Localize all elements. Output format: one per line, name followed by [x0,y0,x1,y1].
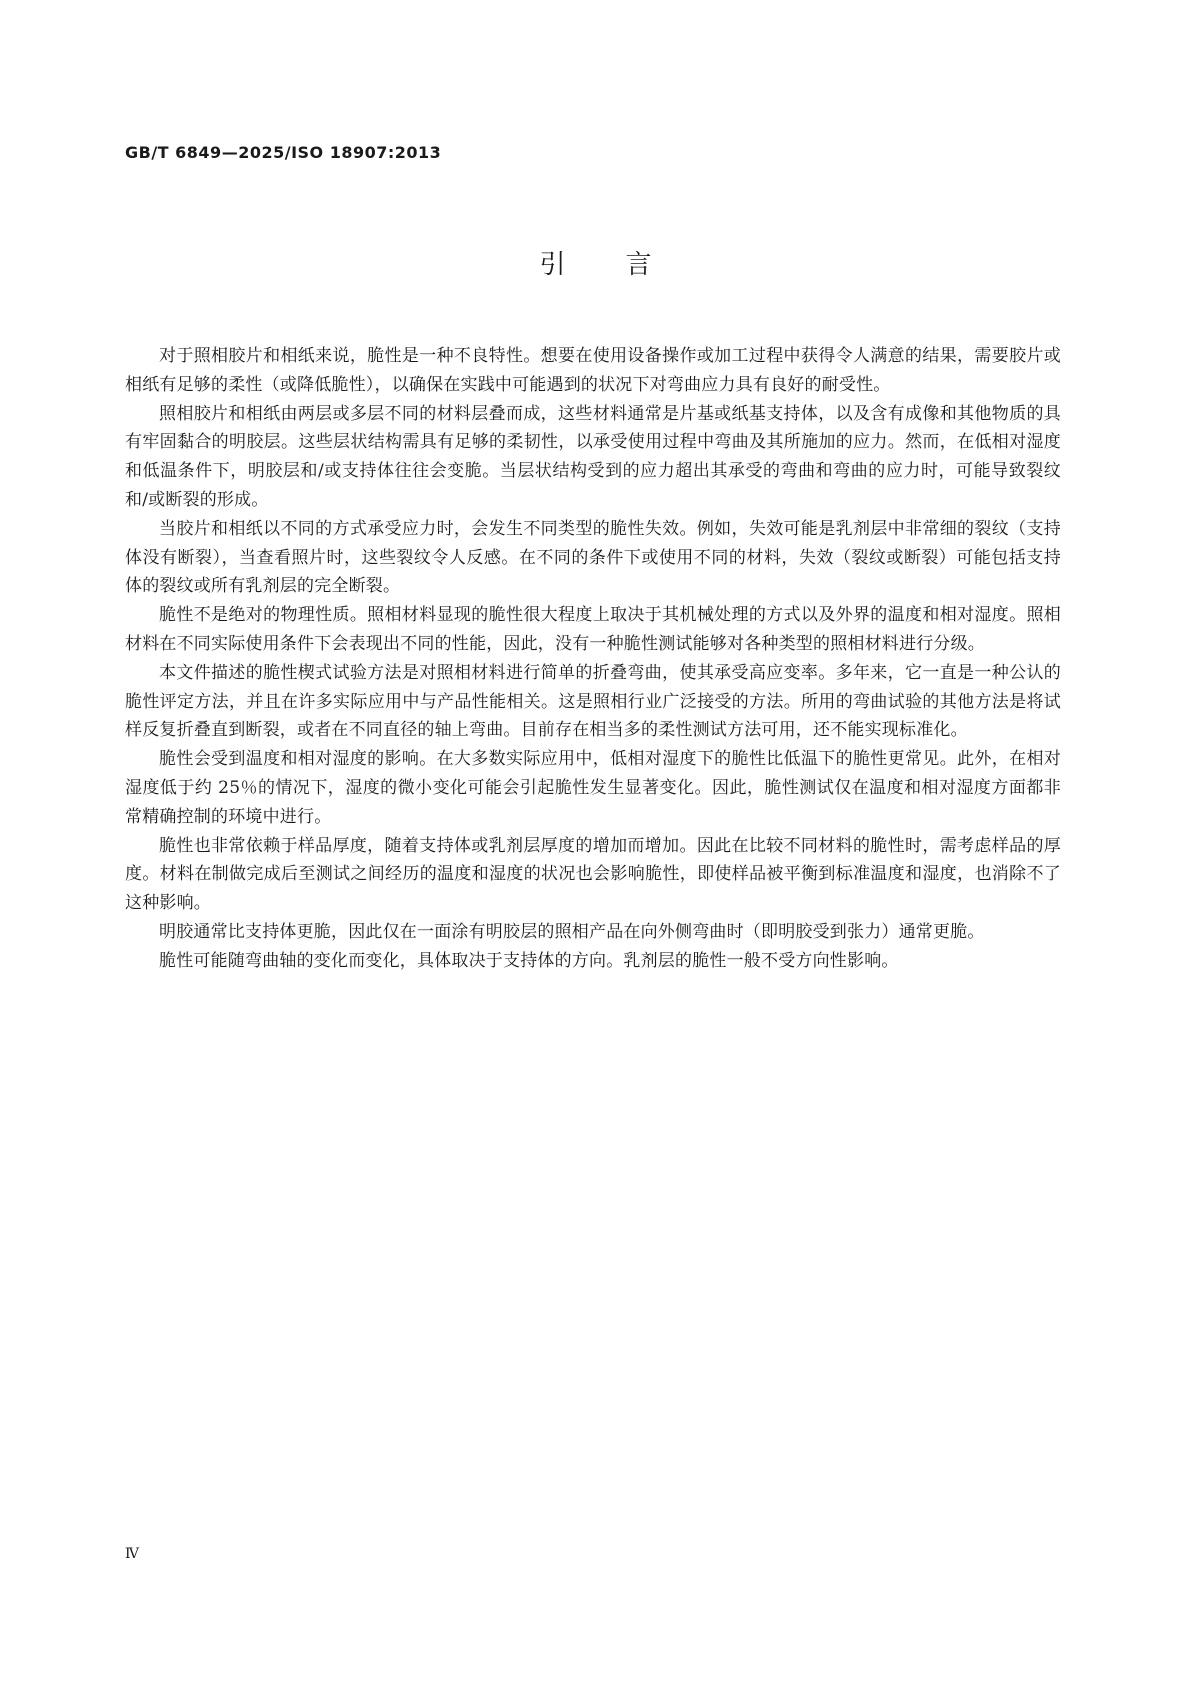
paragraph: 脆性会受到温度和相对湿度的影响。在大多数实际应用中，低相对湿度下的脆性比低温下的脆性更常见。此外，在相对湿度低于约 25％的情况下，湿度的微小变化可能会引起脆性发生显著变化。因此，脆性测试仅在温度和相对湿度方面都非常精确控制的环境中进行。 [125,749,1061,827]
paragraph: 脆性可能随弯曲轴的变化而变化，具体取决于支持体的方向。乳剂层的脆性一般不受方向性影响。 [159,950,899,971]
paragraph: 本文件描述的脆性楔式试验方法是对照相材料进行简单的折叠弯曲，使其承受高应变率。多年来，它一直是一种公认的脆性评定方法，并且在许多实际应用中与产品性能相关。这是照相行业广泛接受的方法。所用的弯曲试验的其他方法是将试样反复折叠直到断裂，或者在不同直径的轴上弯曲。目前存在相当多的柔性测试方法可用，还不能实现标准化。 [125,662,1061,741]
document-code: GB/T 6849—2025/ISO 18907:2013 [125,143,442,162]
paragraph: 脆性不是绝对的物理性质。照相材料显现的脆性很大程度上取决于其机械处理的方式以及外界的温度和相对湿度。照相材料在不同实际使用条件下会表现出不同的性能，因此，没有一种脆性测试能够对各种类型的照相材料进行分级。 [125,605,1061,654]
section-title: 引言 [539,250,712,280]
page-number: Ⅳ [125,1546,139,1562]
paragraph: 明胶通常比支持体更脆，因此仅在一面涂有明胶层的照相产品在向外侧弯曲时（即明胶受到张力）通常更脆。 [159,921,985,942]
paragraph: 脆性也非常依赖于样品厚度，随着支持体或乳剂层厚度的增加而增加。因此在比较不同材料的脆性时，需考虑样品的厚度。材料在制做完成后至测试之间经历的温度和湿度的状况也会影响脆性，即使样品被平衡到标准温度和湿度，也消除不了这种影响。 [125,835,1061,914]
paragraph: 对于照相胶片和相纸来说，脆性是一种不良特性。想要在使用设备操作或加工过程中获得令人满意的结果，需要胶片或相纸有足够的柔性（或降低脆性），以确保在实践中可能遇到的状况下对弯曲应力具有良好的耐受性。 [125,346,1061,395]
body-text [125,342,1061,976]
paragraph: 照相胶片和相纸由两层或多层不同的材料层叠而成，这些材料通常是片基或纸基支持体，以及含有成像和其他物质的具有牢固黏合的明胶层。这些层状结构需具有足够的柔韧性，以承受使用过程中弯曲及其所施加的应力。然而，在低相对湿度和低温条件下，明胶层和/或支持体往往会变脆。当层状结构受到的应力超出其承受的弯曲和弯曲的应力时，可能导致裂纹和/或断裂的形成。 [125,403,1061,510]
paragraph: 当胶片和相纸以不同的方式承受应力时，会发生不同类型的脆性失效。例如，失效可能是乳剂层中非常细的裂纹（支持体没有断裂），当查看照片时，这些裂纹令人反感。在不同的条件下或使用不同的材料，失效（裂纹或断裂）可能包括支持体的裂纹或所有乳剂层的完全断裂。 [125,518,1061,597]
